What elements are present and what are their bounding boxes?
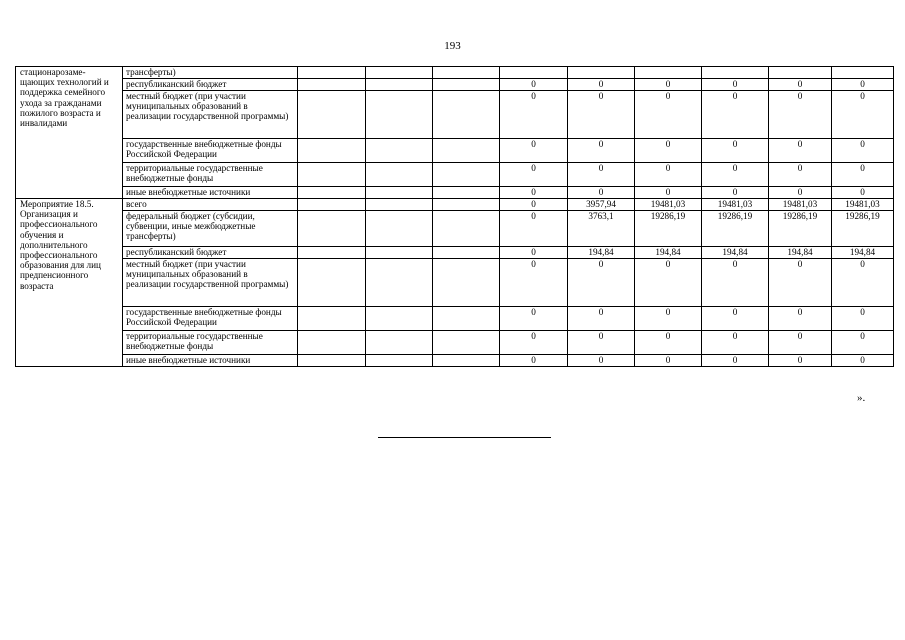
value-cell [366, 307, 433, 331]
value-cell: 3957,94 [568, 199, 635, 211]
value-cell: 0 [832, 79, 894, 91]
value-cell: 0 [769, 187, 832, 199]
value-cell: 0 [500, 199, 568, 211]
value-cell: 0 [769, 139, 832, 163]
table-row [16, 187, 894, 199]
value-cell: 194,84 [702, 247, 769, 259]
value-cell [433, 355, 500, 367]
value-cell: 0 [635, 187, 702, 199]
value-cell: 0 [568, 187, 635, 199]
value-cell [366, 211, 433, 247]
funding-source-cell: иные внебюджетные источники [123, 355, 298, 367]
value-cell [298, 331, 366, 355]
value-cell: 0 [769, 79, 832, 91]
value-cell: 194,84 [635, 247, 702, 259]
value-cell: 0 [500, 187, 568, 199]
value-cell: 0 [500, 79, 568, 91]
value-cell: 19286,19 [702, 211, 769, 247]
funding-source-cell: республиканский бюджет [123, 247, 298, 259]
value-cell: 0 [769, 163, 832, 187]
value-cell [298, 67, 366, 79]
value-cell [433, 163, 500, 187]
funding-source-cell: иные внебюджетные источники [123, 187, 298, 199]
value-cell: 0 [702, 91, 769, 139]
value-cell: 0 [702, 163, 769, 187]
table-row [16, 211, 894, 247]
value-cell: 0 [769, 307, 832, 331]
value-cell [298, 247, 366, 259]
value-cell: 19286,19 [635, 211, 702, 247]
value-cell: 0 [702, 331, 769, 355]
value-cell [433, 247, 500, 259]
value-cell: 0 [568, 79, 635, 91]
value-cell [366, 355, 433, 367]
funding-source-cell: местный бюджет (при участии муниципальных образований в реализации государственной программы) [123, 259, 298, 307]
value-cell: 0 [832, 91, 894, 139]
value-cell: 0 [832, 139, 894, 163]
value-cell: 19481,03 [702, 199, 769, 211]
value-cell: 0 [568, 259, 635, 307]
value-cell: 0 [568, 139, 635, 163]
value-cell: 0 [500, 139, 568, 163]
table-row [16, 163, 894, 187]
value-cell [298, 259, 366, 307]
value-cell [635, 67, 702, 79]
value-cell: 0 [832, 355, 894, 367]
value-cell: 0 [702, 355, 769, 367]
value-cell: 0 [832, 187, 894, 199]
value-cell [298, 307, 366, 331]
value-cell: 19286,19 [769, 211, 832, 247]
value-cell: 0 [568, 163, 635, 187]
value-cell [298, 211, 366, 247]
value-cell [433, 187, 500, 199]
value-cell [298, 79, 366, 91]
value-cell: 0 [500, 91, 568, 139]
value-cell: 0 [500, 355, 568, 367]
value-cell: 0 [500, 247, 568, 259]
table-row [16, 259, 894, 307]
value-cell [433, 331, 500, 355]
value-cell: 19481,03 [769, 199, 832, 211]
funding-source-cell: всего [123, 199, 298, 211]
value-cell [433, 211, 500, 247]
table-row [16, 91, 894, 139]
value-cell [568, 67, 635, 79]
funding-source-cell: местный бюджет (при участии муниципальных образований в реализации государственной программы) [123, 91, 298, 139]
value-cell: 0 [500, 307, 568, 331]
value-cell: 0 [635, 355, 702, 367]
value-cell [366, 247, 433, 259]
value-cell [366, 187, 433, 199]
value-cell [433, 307, 500, 331]
value-cell: 194,84 [769, 247, 832, 259]
value-cell: 0 [500, 163, 568, 187]
value-cell: 194,84 [568, 247, 635, 259]
value-cell [500, 67, 568, 79]
value-cell [298, 163, 366, 187]
funding-source-cell: государственные внебюджетные фонды Российской Федерации [123, 139, 298, 163]
value-cell: 0 [769, 91, 832, 139]
measure-name-cell: Мероприятие 18.5. Организация и профессионального обучения и дополнительного профессионального образования для лиц предпенсионного возраста [16, 199, 123, 367]
value-cell [769, 67, 832, 79]
value-cell: 0 [769, 331, 832, 355]
value-cell: 0 [635, 259, 702, 307]
value-cell [298, 355, 366, 367]
value-cell: 0 [769, 259, 832, 307]
value-cell: 3763,1 [568, 211, 635, 247]
table-row [16, 355, 894, 367]
value-cell: 0 [635, 79, 702, 91]
value-cell [702, 67, 769, 79]
value-cell: 0 [635, 331, 702, 355]
value-cell [433, 67, 500, 79]
table-row [16, 79, 894, 91]
value-cell [366, 67, 433, 79]
value-cell: 0 [500, 331, 568, 355]
value-cell: 0 [635, 307, 702, 331]
value-cell: 0 [568, 331, 635, 355]
value-cell: 0 [500, 259, 568, 307]
value-cell [832, 67, 894, 79]
value-cell: 0 [702, 139, 769, 163]
value-cell [433, 139, 500, 163]
value-cell [366, 79, 433, 91]
value-cell [298, 199, 366, 211]
table-row [16, 67, 894, 79]
value-cell [366, 139, 433, 163]
funding-source-cell: государственные внебюджетные фонды Российской Федерации [123, 307, 298, 331]
value-cell: 19481,03 [832, 199, 894, 211]
page-number: 193 [444, 40, 461, 52]
table-row [16, 307, 894, 331]
table-row [16, 139, 894, 163]
value-cell [433, 79, 500, 91]
value-cell: 0 [702, 79, 769, 91]
value-cell: 0 [769, 355, 832, 367]
table-row [16, 199, 894, 211]
budget-table [15, 66, 894, 367]
value-cell: 19481,03 [635, 199, 702, 211]
value-cell [298, 187, 366, 199]
funding-source-cell: территориальные государственные внебюджетные фонды [123, 331, 298, 355]
value-cell [366, 91, 433, 139]
value-cell: 0 [702, 259, 769, 307]
footer-separator-line [378, 437, 551, 438]
funding-source-cell: трансферты) [123, 67, 298, 79]
value-cell: 19286,19 [832, 211, 894, 247]
value-cell: 0 [568, 355, 635, 367]
value-cell [298, 139, 366, 163]
table-row [16, 247, 894, 259]
value-cell [298, 91, 366, 139]
value-cell [366, 259, 433, 307]
closing-quote-mark: ». [857, 392, 866, 404]
value-cell: 0 [702, 187, 769, 199]
value-cell: 0 [568, 91, 635, 139]
value-cell: 0 [500, 211, 568, 247]
value-cell: 194,84 [832, 247, 894, 259]
value-cell: 0 [568, 307, 635, 331]
measure-name-cell: стационарозаме-щающих технологий и поддержка семейного ухода за гражданами пожилого возраста и инвалидами [16, 67, 123, 199]
value-cell: 0 [702, 307, 769, 331]
value-cell: 0 [832, 307, 894, 331]
value-cell: 0 [635, 91, 702, 139]
value-cell [433, 199, 500, 211]
funding-source-cell: республиканский бюджет [123, 79, 298, 91]
value-cell [433, 91, 500, 139]
value-cell: 0 [832, 163, 894, 187]
value-cell [366, 331, 433, 355]
value-cell [366, 199, 433, 211]
value-cell: 0 [635, 163, 702, 187]
value-cell: 0 [832, 259, 894, 307]
value-cell: 0 [635, 139, 702, 163]
table-row [16, 331, 894, 355]
funding-source-cell: территориальные государственные внебюджетные фонды [123, 163, 298, 187]
value-cell: 0 [832, 331, 894, 355]
value-cell [433, 259, 500, 307]
value-cell [366, 163, 433, 187]
funding-source-cell: федеральный бюджет (субсидии, субвенции, иные межбюджетные трансферты) [123, 211, 298, 247]
